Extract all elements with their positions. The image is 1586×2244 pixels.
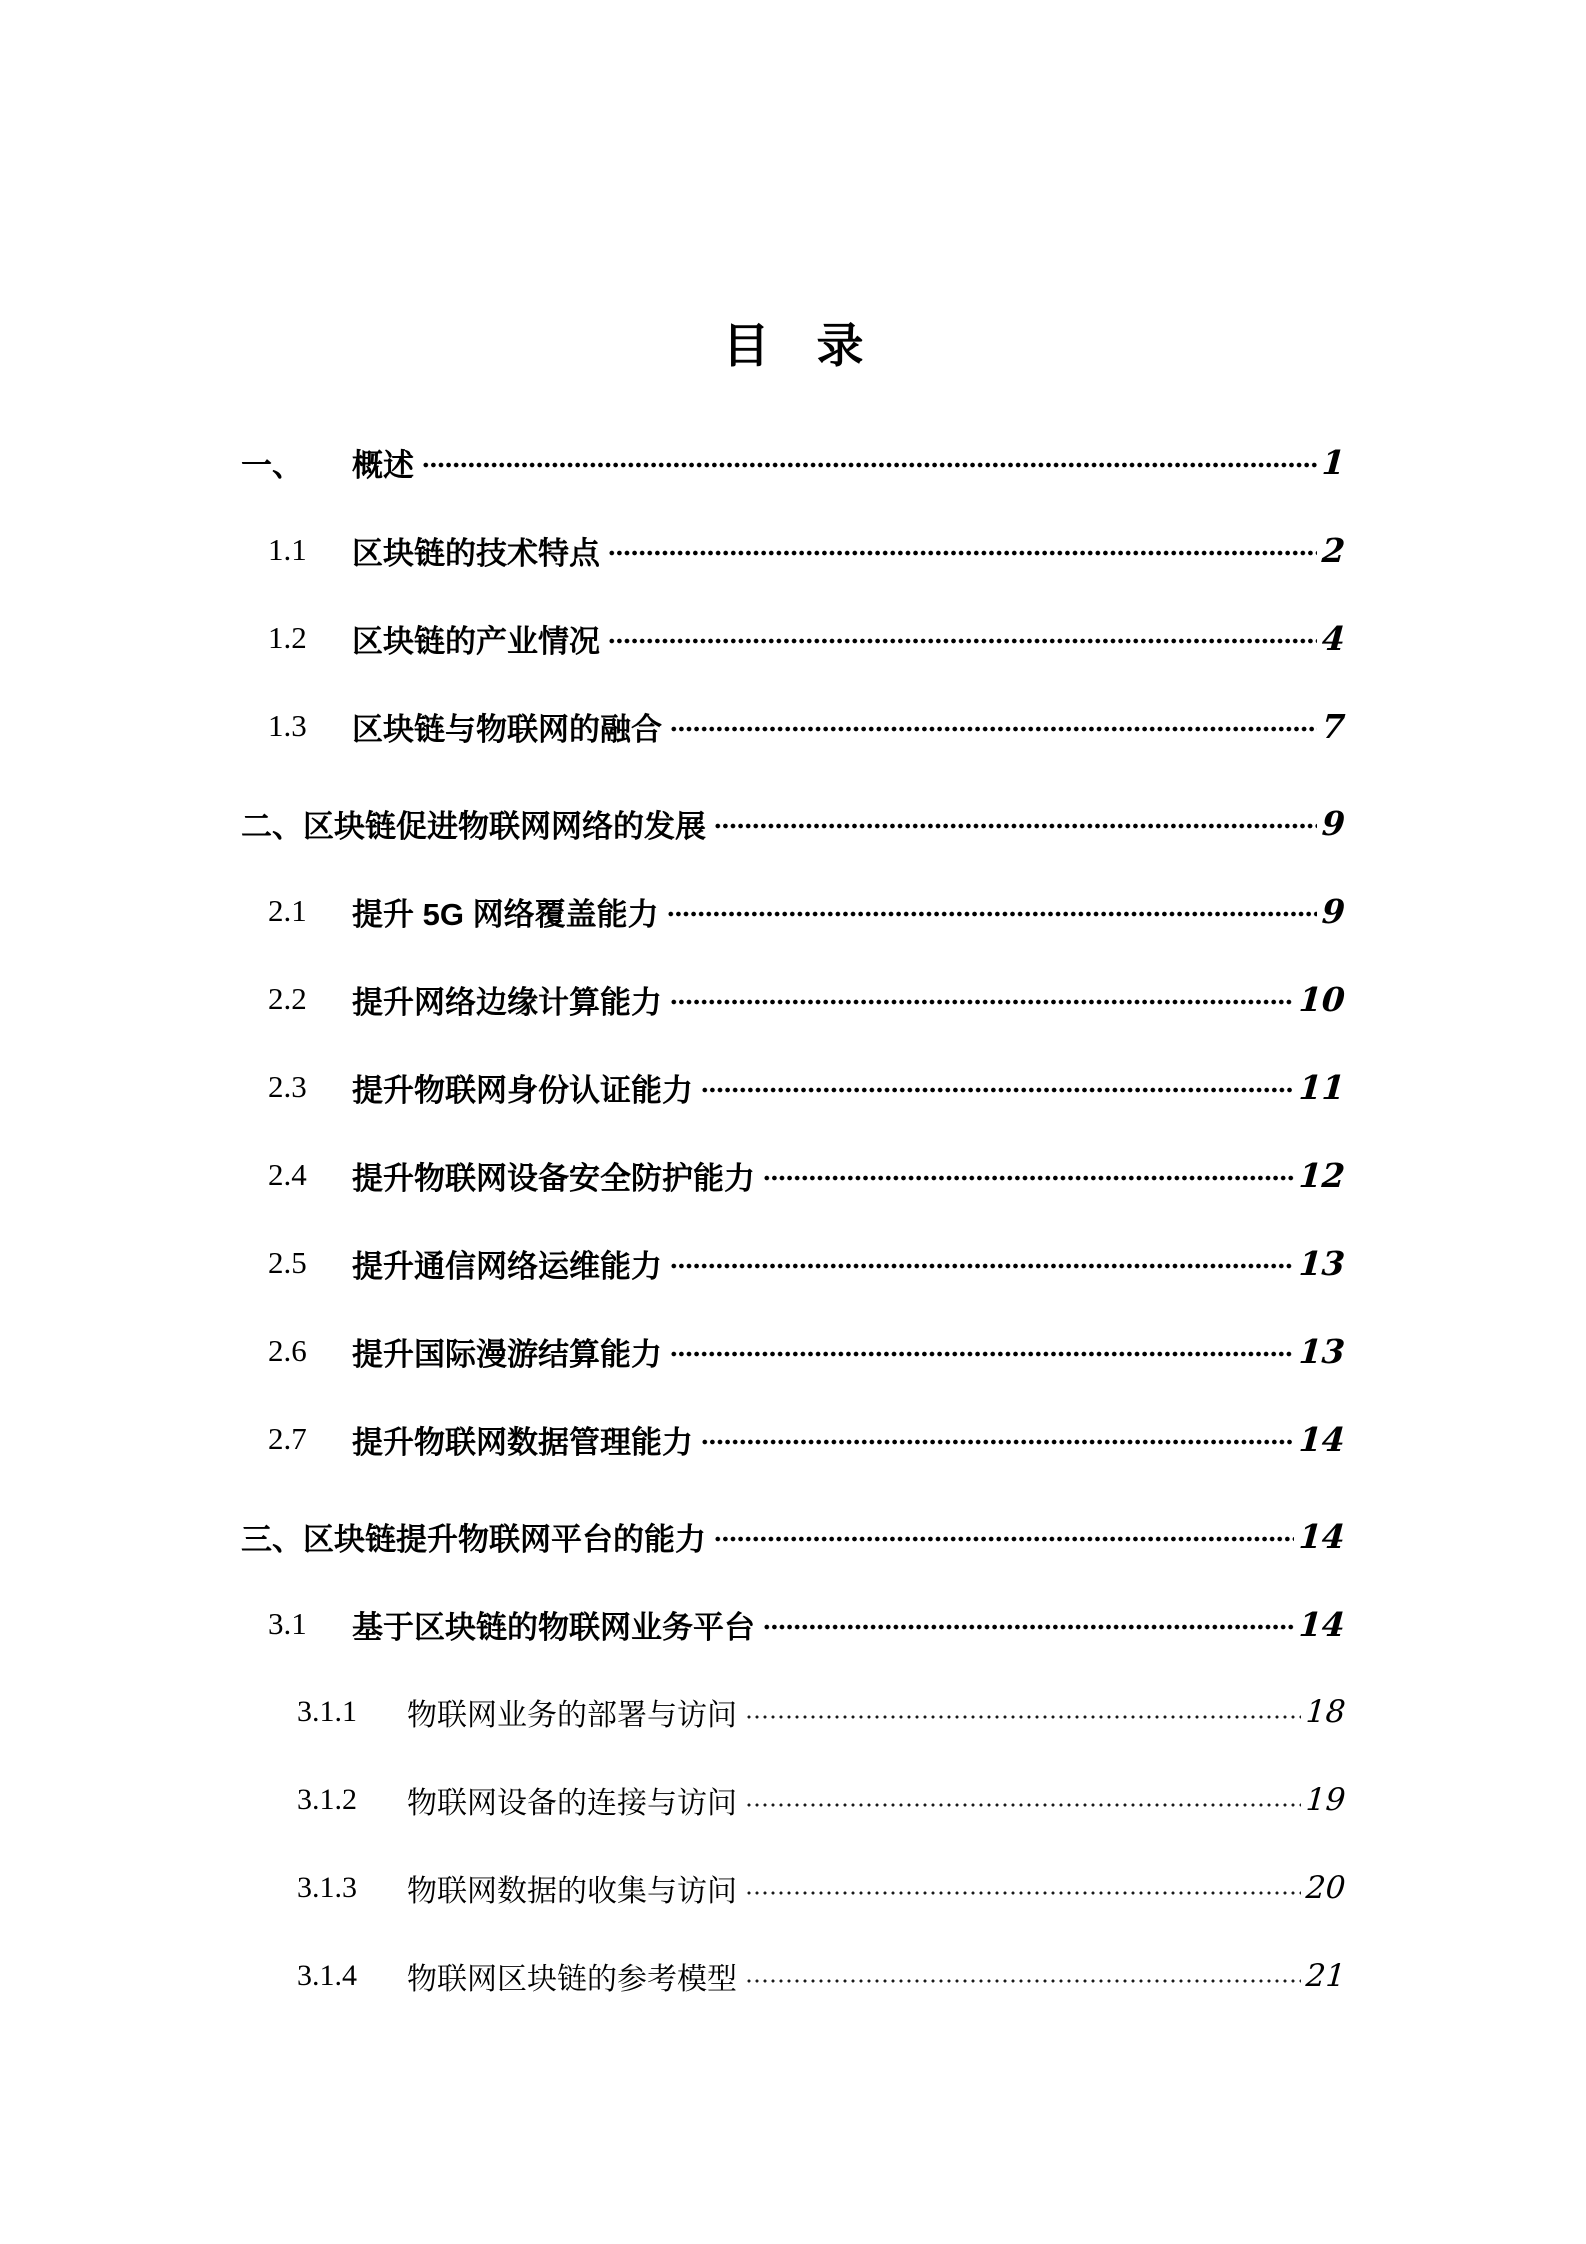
entry-number: 3.1.1: [297, 1695, 357, 1728]
page-number: 21: [1304, 1958, 1347, 1994]
dot-leader: [670, 1350, 1294, 1358]
toc-entry[interactable]: [241, 1580, 1345, 1668]
entry-number: 3.1.4: [297, 1959, 357, 1992]
page-number: 14: [1297, 1604, 1347, 1644]
dot-leader: [670, 1262, 1294, 1270]
entry-label: 区块链的技术特点: [352, 535, 600, 571]
dot-leader: [667, 910, 1317, 918]
entry-number: 2.6: [268, 1333, 307, 1368]
page-number: 14: [1297, 1419, 1347, 1459]
toc-entry[interactable]: [241, 955, 1345, 1043]
entry-label: 区块链与物联网的融合: [352, 711, 662, 747]
entry-number: 2.7: [268, 1421, 307, 1456]
entry-number: 1.2: [268, 620, 307, 655]
entry-number: 三、: [241, 1521, 303, 1557]
page-number: 20: [1304, 1870, 1347, 1906]
entry-number: 2.4: [268, 1157, 307, 1192]
page-number: 7: [1320, 706, 1347, 746]
entry-label: 物联网设备的连接与访问: [407, 1787, 737, 1820]
dot-leader: [608, 637, 1317, 645]
toc-entry[interactable]: [241, 1395, 1345, 1483]
dot-leader: [745, 1802, 1301, 1808]
page-number: 9: [1320, 891, 1347, 931]
dot-leader: [422, 461, 1317, 469]
dot-leader: [745, 1890, 1301, 1896]
entry-label: 基于区块链的物联网业务平台: [352, 1609, 755, 1645]
entry-label: 区块链的产业情况: [352, 623, 600, 659]
page-number: 18: [1304, 1694, 1347, 1730]
entry-label: 提升网络边缘计算能力: [352, 984, 662, 1020]
entry-label: 提升物联网设备安全防护能力: [352, 1160, 755, 1196]
page-number: 10: [1297, 979, 1347, 1019]
toc-title: 目 录: [722, 321, 864, 373]
dot-leader: [608, 549, 1317, 557]
toc-entry[interactable]: [241, 1219, 1345, 1307]
toc-entry[interactable]: [241, 594, 1345, 682]
dot-leader: [714, 1535, 1294, 1543]
toc-entry[interactable]: [241, 1131, 1345, 1219]
page-number: 14: [1297, 1516, 1347, 1556]
page-number: 13: [1297, 1243, 1347, 1283]
entry-label: 概述: [352, 447, 414, 483]
entry-number: 2.2: [268, 981, 307, 1016]
toc-entry[interactable]: [241, 779, 1345, 867]
entry-label: 提升通信网络运维能力: [352, 1248, 662, 1284]
entry-number: 3.1.3: [297, 1871, 357, 1904]
entry-label: 物联网数据的收集与访问: [407, 1875, 737, 1908]
toc-entry[interactable]: [241, 506, 1345, 594]
entry-label: 提升物联网数据管理能力: [352, 1424, 693, 1460]
toc-entry[interactable]: [241, 1492, 1345, 1580]
dot-leader: [714, 822, 1317, 830]
dot-leader: [745, 1978, 1301, 1984]
entry-label: 区块链促进物联网网络的发展: [303, 808, 706, 844]
entry-number: 2.5: [268, 1245, 307, 1280]
dot-leader: [763, 1623, 1294, 1631]
page-number: 19: [1304, 1782, 1347, 1818]
dot-leader: [701, 1438, 1294, 1446]
page-number: 1: [1320, 442, 1347, 482]
toc-entry[interactable]: [241, 867, 1345, 955]
toc-entry[interactable]: [241, 1307, 1345, 1395]
dot-leader: [670, 725, 1317, 733]
entry-number: 二、: [241, 808, 303, 844]
toc-entry[interactable]: [241, 1756, 1345, 1844]
toc-entry[interactable]: [241, 1844, 1345, 1932]
entry-number: 3.1: [268, 1606, 307, 1641]
entry-number: 1.1: [268, 532, 307, 567]
entry-label: 提升 5G 网络覆盖能力: [352, 896, 659, 932]
entry-number: 一、: [241, 447, 303, 483]
toc-entry[interactable]: [241, 1043, 1345, 1131]
toc-entry[interactable]: [241, 1668, 1345, 1756]
entry-number: 2.1: [268, 893, 307, 928]
dot-leader: [670, 998, 1294, 1006]
dot-leader: [701, 1086, 1294, 1094]
page-number: 2: [1320, 530, 1347, 570]
entry-label: 物联网业务的部署与访问: [407, 1699, 737, 1732]
dot-leader: [763, 1174, 1294, 1182]
entry-label: 物联网区块链的参考模型: [407, 1963, 737, 1996]
page-number: 13: [1297, 1331, 1347, 1371]
entry-label: 提升物联网身份认证能力: [352, 1072, 693, 1108]
toc-entry[interactable]: [241, 1932, 1345, 2020]
page-number: 12: [1297, 1155, 1347, 1195]
toc-list: [241, 418, 1345, 2020]
dot-leader: [745, 1714, 1301, 1720]
entry-label: 提升国际漫游结算能力: [352, 1336, 662, 1372]
entry-number: 1.3: [268, 708, 307, 743]
page-number: 4: [1320, 618, 1347, 658]
page-number: 11: [1297, 1067, 1347, 1107]
entry-number: 2.3: [268, 1069, 307, 1104]
page-number: 9: [1320, 803, 1347, 843]
toc-entry[interactable]: [241, 682, 1345, 770]
toc-entry[interactable]: [241, 418, 1345, 506]
entry-number: 3.1.2: [297, 1783, 357, 1816]
entry-label: 区块链提升物联网平台的能力: [303, 1521, 706, 1557]
